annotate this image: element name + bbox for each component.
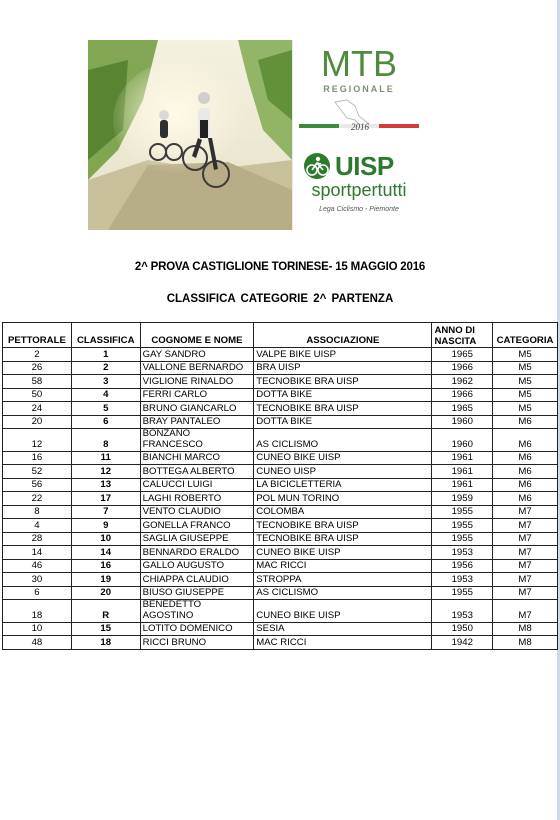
cell-anno: 1942 bbox=[432, 636, 493, 650]
name-line: BONZANO bbox=[142, 428, 191, 439]
cell-classifica: 17 bbox=[71, 492, 140, 506]
cell-classifica: 1 bbox=[71, 348, 140, 362]
table-row bbox=[3, 546, 558, 560]
cell-classifica: 16 bbox=[71, 559, 140, 573]
header-categoria: CATEGORIA bbox=[493, 323, 558, 348]
table-row bbox=[3, 505, 558, 519]
cell-associazione: MAC RICCI bbox=[254, 559, 432, 573]
uisp-logo bbox=[303, 151, 394, 181]
cell-classifica: 5 bbox=[71, 402, 140, 416]
cell-pettorale: 16 bbox=[3, 451, 72, 465]
header-associazione: ASSOCIAZIONE bbox=[254, 323, 432, 348]
table-row bbox=[3, 636, 558, 650]
cell-classifica: 9 bbox=[71, 519, 140, 533]
cell-associazione: MAC RICCI bbox=[254, 636, 432, 650]
cell-associazione: AS CICLISMO bbox=[254, 586, 432, 600]
cell-nome: BENNARDO ERALDO bbox=[140, 546, 254, 560]
mtb-logo-panel bbox=[292, 40, 424, 230]
cell-nome: BIUSO GIUSEPPE bbox=[140, 586, 254, 600]
cell-categoria: M7 bbox=[493, 559, 558, 573]
header-pettorale: PETTORALE bbox=[3, 323, 72, 348]
cell-anno: 1953 bbox=[432, 600, 493, 623]
cell-classifica: 19 bbox=[71, 573, 140, 587]
uisp-text: UISP bbox=[335, 151, 394, 181]
cell-anno: 1965 bbox=[432, 348, 493, 362]
sportpertutti-text: sportpertutti bbox=[311, 180, 407, 200]
table-row bbox=[3, 375, 558, 389]
table-row bbox=[3, 600, 558, 623]
cell-associazione: TECNOBIKE BRA UISP bbox=[254, 375, 432, 389]
cell-categoria: M7 bbox=[493, 573, 558, 587]
cell-nome: GONELLA FRANCO bbox=[140, 519, 254, 533]
cell-categoria: M5 bbox=[493, 348, 558, 362]
cell-pettorale: 18 bbox=[3, 600, 72, 623]
table-row bbox=[3, 532, 558, 546]
cell-associazione: STROPPA bbox=[254, 573, 432, 587]
cell-pettorale: 28 bbox=[3, 532, 72, 546]
cell-categoria: M6 bbox=[493, 465, 558, 479]
table-row bbox=[3, 586, 558, 600]
cell-associazione: CUNEO BIKE UISP bbox=[254, 600, 432, 623]
cell-pettorale: 30 bbox=[3, 573, 72, 587]
regionale-text: REGIONALE bbox=[323, 84, 395, 94]
cell-pettorale: 48 bbox=[3, 636, 72, 650]
cell-nome bbox=[140, 600, 254, 623]
cell-associazione: BRA UISP bbox=[254, 361, 432, 375]
table-row bbox=[3, 402, 558, 416]
cell-classifica: 20 bbox=[71, 586, 140, 600]
cell-nome: BIANCHI MARCO bbox=[140, 451, 254, 465]
cell-associazione: SESIA bbox=[254, 622, 432, 636]
header-anno-line1: ANNO DI bbox=[434, 325, 475, 336]
cell-associazione: CUNEO UISP bbox=[254, 465, 432, 479]
cell-nome: BOTTEGA ALBERTO bbox=[140, 465, 254, 479]
cell-anno: 1966 bbox=[432, 388, 493, 402]
cell-classifica: 8 bbox=[71, 429, 140, 452]
uisp-cyclist-icon bbox=[303, 152, 331, 180]
cell-pettorale: 22 bbox=[3, 492, 72, 506]
cell-pettorale: 20 bbox=[3, 415, 72, 429]
cell-anno: 1959 bbox=[432, 492, 493, 506]
cell-classifica: 13 bbox=[71, 478, 140, 492]
cell-pettorale: 46 bbox=[3, 559, 72, 573]
cell-nome: BRUNO GIANCARLO bbox=[140, 402, 254, 416]
cell-anno: 1962 bbox=[432, 375, 493, 389]
cell-nome: GALLO AUGUSTO bbox=[140, 559, 254, 573]
cell-anno: 1953 bbox=[432, 573, 493, 587]
cell-associazione: TECNOBIKE BRA UISP bbox=[254, 519, 432, 533]
cell-anno: 1960 bbox=[432, 429, 493, 452]
cell-associazione: LA BICICLETTERIA bbox=[254, 478, 432, 492]
table-row bbox=[3, 451, 558, 465]
cell-nome: VENTO CLAUDIO bbox=[140, 505, 254, 519]
cell-categoria: M5 bbox=[493, 402, 558, 416]
cell-associazione: TECNOBIKE BRA UISP bbox=[254, 532, 432, 546]
cell-nome: VALLONE BERNARDO bbox=[140, 361, 254, 375]
italy-map-icon bbox=[299, 98, 419, 143]
header-classifica: CLASSIFICA bbox=[71, 323, 140, 348]
cell-anno: 1950 bbox=[432, 622, 493, 636]
header-anno-line2: NASCITA bbox=[434, 336, 477, 347]
cell-classifica: 12 bbox=[71, 465, 140, 479]
cell-pettorale: 56 bbox=[3, 478, 72, 492]
cell-associazione: COLOMBA bbox=[254, 505, 432, 519]
cell-anno: 1955 bbox=[432, 532, 493, 546]
cell-anno: 1961 bbox=[432, 451, 493, 465]
cell-categoria: M8 bbox=[493, 622, 558, 636]
table-row bbox=[3, 361, 558, 375]
cell-associazione: POL MUN TORINO bbox=[254, 492, 432, 506]
cell-pettorale: 12 bbox=[3, 429, 72, 452]
cell-nome: FERRI CARLO bbox=[140, 388, 254, 402]
cell-nome bbox=[140, 429, 254, 452]
cell-nome: RICCI BRUNO bbox=[140, 636, 254, 650]
cell-pettorale: 58 bbox=[3, 375, 72, 389]
cell-classifica: 15 bbox=[71, 622, 140, 636]
cell-associazione: DOTTA BIKE bbox=[254, 388, 432, 402]
cell-anno: 1965 bbox=[432, 402, 493, 416]
cell-anno: 1961 bbox=[432, 478, 493, 492]
header-nome: COGNOME E NOME bbox=[140, 323, 254, 348]
cell-pettorale: 26 bbox=[3, 361, 72, 375]
cell-associazione: AS CICLISMO bbox=[254, 429, 432, 452]
cell-categoria: M6 bbox=[493, 492, 558, 506]
cell-associazione: CUNEO BIKE UISP bbox=[254, 451, 432, 465]
cell-classifica: 6 bbox=[71, 415, 140, 429]
table-row bbox=[3, 559, 558, 573]
mtb-logo-text: MTB bbox=[321, 43, 397, 84]
cell-pettorale: 50 bbox=[3, 388, 72, 402]
cell-pettorale: 4 bbox=[3, 519, 72, 533]
cell-anno: 1955 bbox=[432, 519, 493, 533]
cell-anno: 1956 bbox=[432, 559, 493, 573]
cell-nome: LOTITO DOMENICO bbox=[140, 622, 254, 636]
cell-anno: 1953 bbox=[432, 546, 493, 560]
event-title: 2^ PROVA CASTIGLIONE TORINESE- 15 MAGGIO 2016 bbox=[134, 261, 426, 273]
cyclists-photo bbox=[88, 40, 292, 230]
cell-classifica: 14 bbox=[71, 546, 140, 560]
cell-nome: SAGLIA GIUSEPPE bbox=[140, 532, 254, 546]
cell-pettorale: 8 bbox=[3, 505, 72, 519]
cell-nome: LAGHI ROBERTO bbox=[140, 492, 254, 506]
cell-pettorale: 52 bbox=[3, 465, 72, 479]
table-row bbox=[3, 573, 558, 587]
cell-classifica: R bbox=[71, 600, 140, 623]
cell-nome: CHIAPPA CLAUDIO bbox=[140, 573, 254, 587]
cell-categoria: M6 bbox=[493, 478, 558, 492]
cell-pettorale: 2 bbox=[3, 348, 72, 362]
table-row bbox=[3, 388, 558, 402]
lega-text: Lega Ciclismo - Piemonte bbox=[319, 206, 399, 213]
cell-categoria: M7 bbox=[493, 505, 558, 519]
cell-categoria: M5 bbox=[493, 388, 558, 402]
cell-classifica: 10 bbox=[71, 532, 140, 546]
table-row bbox=[3, 429, 558, 452]
table-row bbox=[3, 519, 558, 533]
cell-associazione: DOTTA BIKE bbox=[254, 415, 432, 429]
cell-associazione: CUNEO BIKE UISP bbox=[254, 546, 432, 560]
event-banner bbox=[88, 40, 424, 230]
cell-categoria: M7 bbox=[493, 519, 558, 533]
cell-categoria: M7 bbox=[493, 546, 558, 560]
cell-categoria: M7 bbox=[493, 600, 558, 623]
cell-classifica: 11 bbox=[71, 451, 140, 465]
cell-classifica: 4 bbox=[71, 388, 140, 402]
cell-classifica: 7 bbox=[71, 505, 140, 519]
cell-classifica: 3 bbox=[71, 375, 140, 389]
season-year: 2016 bbox=[351, 122, 369, 132]
name-line: AGOSTINO bbox=[142, 609, 194, 621]
cell-nome: VIGLIONE RINALDO bbox=[140, 375, 254, 389]
name-line: FRANCESCO bbox=[142, 438, 203, 450]
cell-categoria: M7 bbox=[493, 532, 558, 546]
cell-categoria: M5 bbox=[493, 361, 558, 375]
cell-pettorale: 24 bbox=[3, 402, 72, 416]
cell-categoria: M6 bbox=[493, 451, 558, 465]
cell-categoria: M7 bbox=[493, 586, 558, 600]
cell-nome: BRAY PANTALEO bbox=[140, 415, 254, 429]
cell-anno: 1955 bbox=[432, 586, 493, 600]
cell-classifica: 2 bbox=[71, 361, 140, 375]
cell-associazione: VALPE BIKE UISP bbox=[254, 348, 432, 362]
cell-classifica: 18 bbox=[71, 636, 140, 650]
table-row bbox=[3, 492, 558, 506]
table-row bbox=[3, 415, 558, 429]
cell-nome: CALUCCI LUIGI bbox=[140, 478, 254, 492]
table-header-row bbox=[3, 323, 558, 348]
cell-pettorale: 14 bbox=[3, 546, 72, 560]
cell-pettorale: 10 bbox=[3, 622, 72, 636]
cell-anno: 1966 bbox=[432, 361, 493, 375]
cell-anno: 1955 bbox=[432, 505, 493, 519]
header-anno bbox=[432, 323, 493, 348]
cell-associazione: TECNOBIKE BRA UISP bbox=[254, 402, 432, 416]
cell-anno: 1960 bbox=[432, 415, 493, 429]
table-row bbox=[3, 465, 558, 479]
results-table bbox=[2, 322, 558, 650]
table-row bbox=[3, 348, 558, 362]
cell-categoria: M5 bbox=[493, 375, 558, 389]
cell-categoria: M8 bbox=[493, 636, 558, 650]
cell-categoria: M6 bbox=[493, 429, 558, 452]
cell-nome: GAY SANDRO bbox=[140, 348, 254, 362]
cell-anno: 1961 bbox=[432, 465, 493, 479]
cell-categoria: M6 bbox=[493, 415, 558, 429]
cell-pettorale: 6 bbox=[3, 586, 72, 600]
ranking-subtitle: CLASSIFICA CATEGORIE 2^ PARTENZA bbox=[166, 293, 394, 305]
table-row bbox=[3, 478, 558, 492]
table-row bbox=[3, 622, 558, 636]
name-line: BENEDETTO bbox=[142, 599, 202, 611]
